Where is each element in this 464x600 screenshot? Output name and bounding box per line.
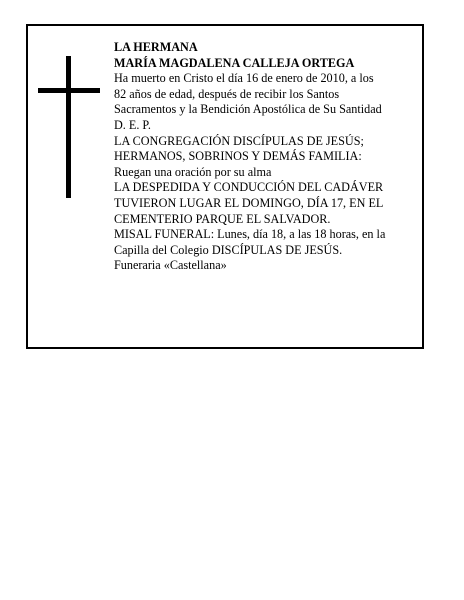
- funeral-mass-line-1: MISAL FUNERAL: Lunes, día 18, a las 18 horas, en la: [114, 227, 386, 242]
- cross-icon: [38, 56, 100, 198]
- title-line: LA HERMANA: [114, 40, 198, 54]
- funeral-home: Funeraria «Castellana»: [114, 258, 227, 273]
- cross-horizontal-bar: [38, 88, 100, 93]
- cross-vertical-bar: [66, 56, 71, 198]
- obituary-notice: [26, 24, 424, 349]
- death-details-line-1: Ha muerto en Cristo el día 16 de enero de 2010, a los: [114, 71, 374, 86]
- farewell-line-2: TUVIERON LUGAR EL DOMINGO, DÍA 17, EN EL: [114, 195, 384, 210]
- farewell-line-3: CEMENTERIO PARQUE EL SALVADOR.: [114, 211, 331, 226]
- obituary-text: [114, 40, 420, 274]
- funeral-mass-line-2: Capilla del Colegio DISCÍPULAS DE JESÚS.: [114, 242, 343, 257]
- death-details-line-2: 82 años de edad, después de recibir los Santos: [114, 86, 340, 101]
- prayer-request: Ruegan una oración por su alma: [114, 164, 272, 179]
- family-line-2: HERMANOS, SOBRINOS Y DEMÁS FAMILIA:: [114, 149, 362, 164]
- rip-line: D. E. P.: [114, 117, 151, 132]
- family-line-1: LA CONGREGACIÓN DISCÍPULAS DE JESÚS;: [114, 133, 364, 148]
- deceased-name: MARÍA MAGDALENA CALLEJA ORTEGA: [114, 55, 355, 70]
- death-details-line-3: Sacramentos y la Bendición Apostólica de Su Santidad: [114, 102, 382, 117]
- farewell-line-1: LA DESPEDIDA Y CONDUCCIÓN DEL CADÁVER: [114, 180, 384, 195]
